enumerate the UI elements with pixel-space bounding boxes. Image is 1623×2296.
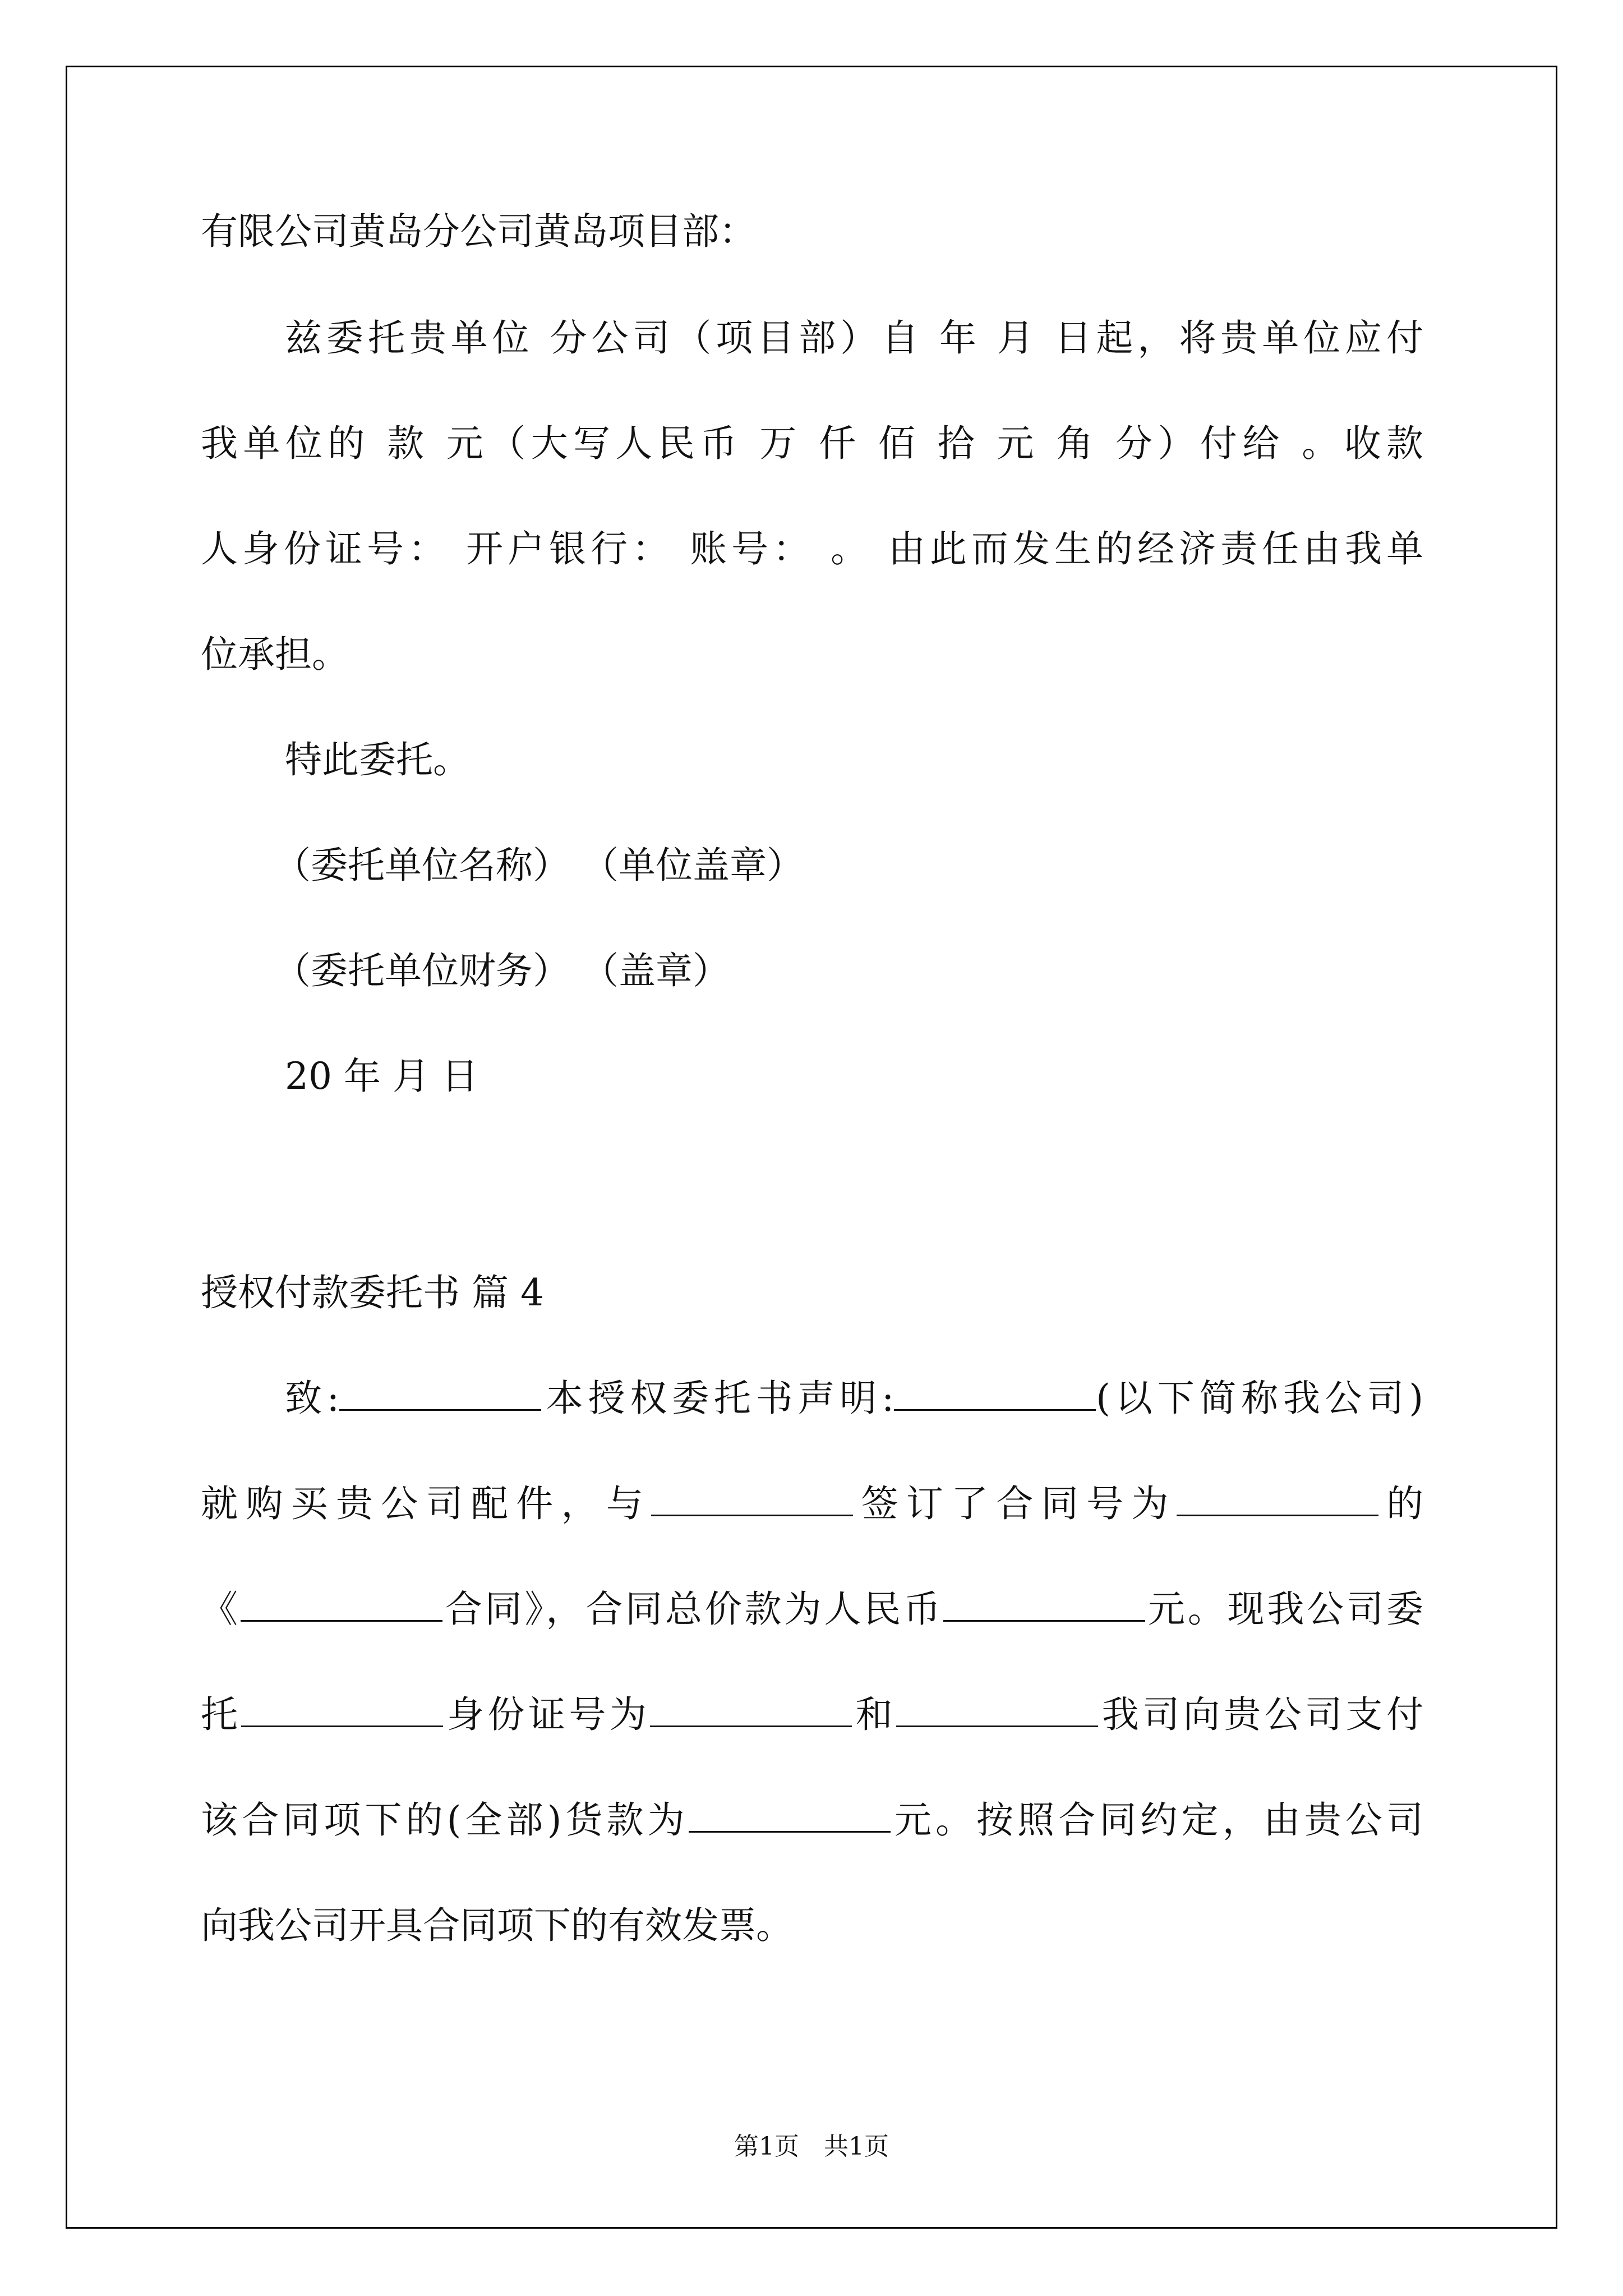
text-run: 和	[852, 1693, 897, 1736]
paragraph-line	[285, 1373, 1423, 1424]
blank-underline	[689, 1800, 891, 1833]
blank-underline	[241, 1694, 443, 1727]
blank-underline	[651, 1483, 853, 1516]
blank-underline	[894, 1378, 1096, 1411]
text-run: 签订了合同号为	[853, 1482, 1177, 1525]
text-run: 就购买贵公司配件，与	[201, 1482, 652, 1525]
addressee-line: 有限公司黄岛分公司黄岛项目部：	[201, 210, 756, 253]
paragraph-line: 我单位的 款 元（大写人民币 万 仟 佰 拾 元 角 分）付给 。收款	[201, 422, 1423, 465]
blank-underline	[241, 1589, 442, 1622]
signature-line: （委托单位财务） （盖章）	[274, 949, 730, 992]
closing-line: 特此委托。	[285, 738, 470, 781]
blank-underline	[896, 1694, 1098, 1727]
blank-underline	[339, 1378, 541, 1411]
page-number-footer: 第1页 共1页	[734, 2132, 889, 2161]
blank-underline	[650, 1694, 852, 1727]
paragraph-line: 向我公司开具合同项下的有效发票。	[201, 1904, 793, 1947]
paragraph-line	[201, 1584, 1423, 1635]
paragraph-line: 人身份证号： 开户银行： 账号： 。 由此而发生的经济责任由我单	[201, 527, 1423, 570]
blank-underline	[943, 1589, 1145, 1622]
blank-underline	[1177, 1483, 1378, 1516]
text-run: 的	[1378, 1482, 1424, 1525]
text-run: 元。按照合同约定，由贵公司	[890, 1798, 1423, 1842]
text-run: 本授权委托书声明:	[541, 1377, 895, 1420]
signature-line: （委托单位名称） （单位盖章）	[274, 844, 804, 887]
section-title: 授权付款委托书 篇 4	[201, 1271, 544, 1314]
text-run: 托	[201, 1693, 242, 1736]
date-line: 20 年 月 日	[285, 1055, 478, 1098]
paragraph-line	[201, 1795, 1423, 1846]
text-run: (以下简称我公司)	[1096, 1377, 1423, 1420]
text-run: 致:	[285, 1377, 340, 1420]
paragraph-line	[201, 1690, 1423, 1740]
paragraph-line: 兹委托贵单位 分公司（项目部）自 年 月 日起，将贵单位应付	[285, 316, 1423, 360]
paragraph-line	[201, 1479, 1423, 1529]
text-run: 合同》，合同总价款为人民币	[442, 1588, 943, 1631]
text-run: 该合同项下的(全部)货款为	[201, 1798, 689, 1842]
paragraph-line: 位承担。	[201, 633, 349, 676]
text-run: 《	[201, 1588, 241, 1631]
text-run: 元。现我公司委	[1145, 1588, 1424, 1631]
text-run: 我司向贵公司支付	[1098, 1693, 1424, 1736]
text-run: 身份证号为	[443, 1693, 651, 1736]
